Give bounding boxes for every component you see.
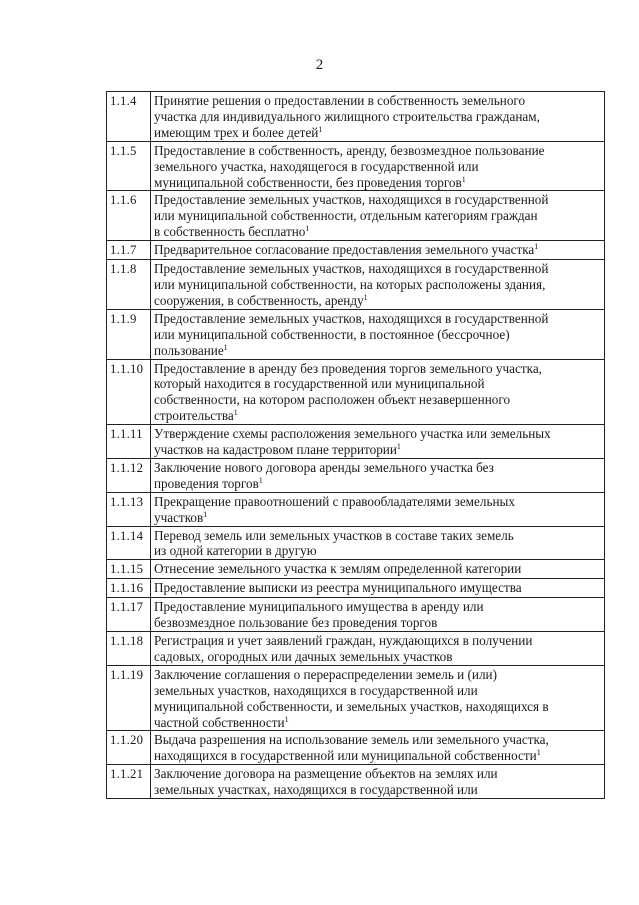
table-row xyxy=(107,579,605,598)
footnote-marker: 1 xyxy=(233,408,238,418)
row-number: 1.1.19 xyxy=(107,665,151,731)
row-number: 1.1.4 xyxy=(107,92,151,142)
service-name-lines: Предоставление земельных участков, находящихся в государственной или муниципальной собственности, на которых расположены здания, сооружения, в собственность, аренду xyxy=(154,261,549,308)
row-text xyxy=(151,141,605,191)
table-row xyxy=(107,260,605,310)
table-row xyxy=(107,526,605,560)
row-text xyxy=(151,560,605,579)
table-row xyxy=(107,492,605,526)
footnote-marker: 1 xyxy=(258,475,263,485)
row-number: 1.1.17 xyxy=(107,598,151,632)
row-number: 1.1.5 xyxy=(107,141,151,191)
row-text xyxy=(151,665,605,731)
footnote-marker: 1 xyxy=(536,748,541,758)
row-number: 1.1.12 xyxy=(107,458,151,492)
service-name-lines: Предоставление выписки из реестра муниципального имущества xyxy=(154,580,522,596)
row-number: 1.1.9 xyxy=(107,309,151,359)
table-row xyxy=(107,598,605,632)
row-text xyxy=(151,598,605,632)
page-number: 2 xyxy=(315,57,324,73)
service-name-lines: Прекращение правоотношений с правообладателями земельных участков xyxy=(154,493,515,525)
service-name-lines: Предоставление в собственность, аренду, безвозмездное пользование земельного участка, находящегося в государственной или муниципальной собственности, без проведения торгов xyxy=(154,142,545,190)
row-number: 1.1.7 xyxy=(107,241,151,260)
row-number: 1.1.6 xyxy=(107,191,151,241)
table-row xyxy=(107,560,605,579)
service-name-lines: Заключение договора на размещение объектов на землях или земельных участках, находящихся в государственной или xyxy=(154,766,498,798)
footnote-marker: 1 xyxy=(396,442,401,452)
service-name-lines: Перевод земель или земельных участков в составе таких земель из одной категории в другую xyxy=(154,527,514,559)
row-number: 1.1.14 xyxy=(107,526,151,560)
services-table xyxy=(106,91,605,799)
row-text xyxy=(151,92,605,142)
table-row xyxy=(107,309,605,359)
footnote-marker: 1 xyxy=(534,242,539,252)
table-row xyxy=(107,632,605,666)
service-name-lines: Выдача разрешения на использование земель или земельного участка, находящихся в государственной или муниципальной собственности xyxy=(154,732,549,764)
row-text xyxy=(151,492,605,526)
service-name-lines: Предоставление земельных участков, находящихся в государственной или муниципальной собственности, отдельным категориям граждан в собственность бесплатно xyxy=(154,192,549,240)
service-name-lines: Предоставление в аренду без проведения торгов земельного участка, который находится в государственной или муниципальной собственности, на котором расположен объект незавершенного строительства xyxy=(154,360,542,424)
footnote-marker: 1 xyxy=(318,124,323,134)
table-row xyxy=(107,731,605,765)
row-number: 1.1.20 xyxy=(107,731,151,765)
row-text xyxy=(151,359,605,425)
table-row xyxy=(107,665,605,731)
row-text xyxy=(151,765,605,799)
service-name-lines: Утверждение схемы расположения земельного участка или земельных участков на кадастровом плане территории xyxy=(154,426,551,458)
service-name-lines: Отнесение земельного участка к землям определенной категории xyxy=(154,561,522,577)
table-row xyxy=(107,191,605,241)
row-text xyxy=(151,241,605,260)
row-text xyxy=(151,191,605,241)
row-number: 1.1.11 xyxy=(107,425,151,459)
row-number: 1.1.18 xyxy=(107,632,151,666)
table-row xyxy=(107,425,605,459)
footnote-marker: 1 xyxy=(203,509,208,519)
table-row xyxy=(107,458,605,492)
footnote-marker: 1 xyxy=(305,224,310,234)
service-name-lines: Предоставление земельных участков, находящихся в государственной или муниципальной собственности, в постоянное (бессрочное) пользование xyxy=(154,310,549,358)
row-number: 1.1.10 xyxy=(107,359,151,425)
footnote-marker: 1 xyxy=(284,714,289,724)
row-text xyxy=(151,458,605,492)
table-row xyxy=(107,765,605,799)
table-row xyxy=(107,92,605,142)
service-name-lines: Принятие решения о предоставлении в собственность земельного участка для индивидуального жилищного строительства гражданам, имеющим трех и более детей xyxy=(154,93,540,140)
service-name-lines: Предоставление муниципального имущества в аренду или безвозмездное пользование без проведения торгов xyxy=(154,599,484,631)
row-text xyxy=(151,309,605,359)
table-row xyxy=(107,141,605,191)
row-number: 1.1.21 xyxy=(107,765,151,799)
row-text xyxy=(151,526,605,560)
row-text xyxy=(151,425,605,459)
row-text xyxy=(151,632,605,666)
row-number: 1.1.8 xyxy=(107,260,151,310)
footnote-marker: 1 xyxy=(223,342,228,352)
footnote-marker: 1 xyxy=(461,174,466,184)
row-number: 1.1.13 xyxy=(107,492,151,526)
service-name-lines: Заключение соглашения о перераспределении земель и (или) земельных участков, находящихся в государственной или муниципальной собственности, и земельных участков, находящихся в частной собственности xyxy=(154,666,549,730)
row-text xyxy=(151,579,605,598)
table-row xyxy=(107,359,605,425)
table-row xyxy=(107,241,605,260)
row-text xyxy=(151,260,605,310)
row-number: 1.1.15 xyxy=(107,560,151,579)
row-number: 1.1.16 xyxy=(107,579,151,598)
service-name-lines: Предварительное согласование предоставления земельного участка xyxy=(154,242,535,258)
row-text xyxy=(151,731,605,765)
service-name-lines: Заключение нового договора аренды земельного участка без проведения торгов xyxy=(154,459,494,491)
service-name-lines: Регистрация и учет заявлений граждан, нуждающихся в получении садовых, огородных или дачных земельных участков xyxy=(154,633,533,664)
footnote-marker: 1 xyxy=(363,292,368,302)
